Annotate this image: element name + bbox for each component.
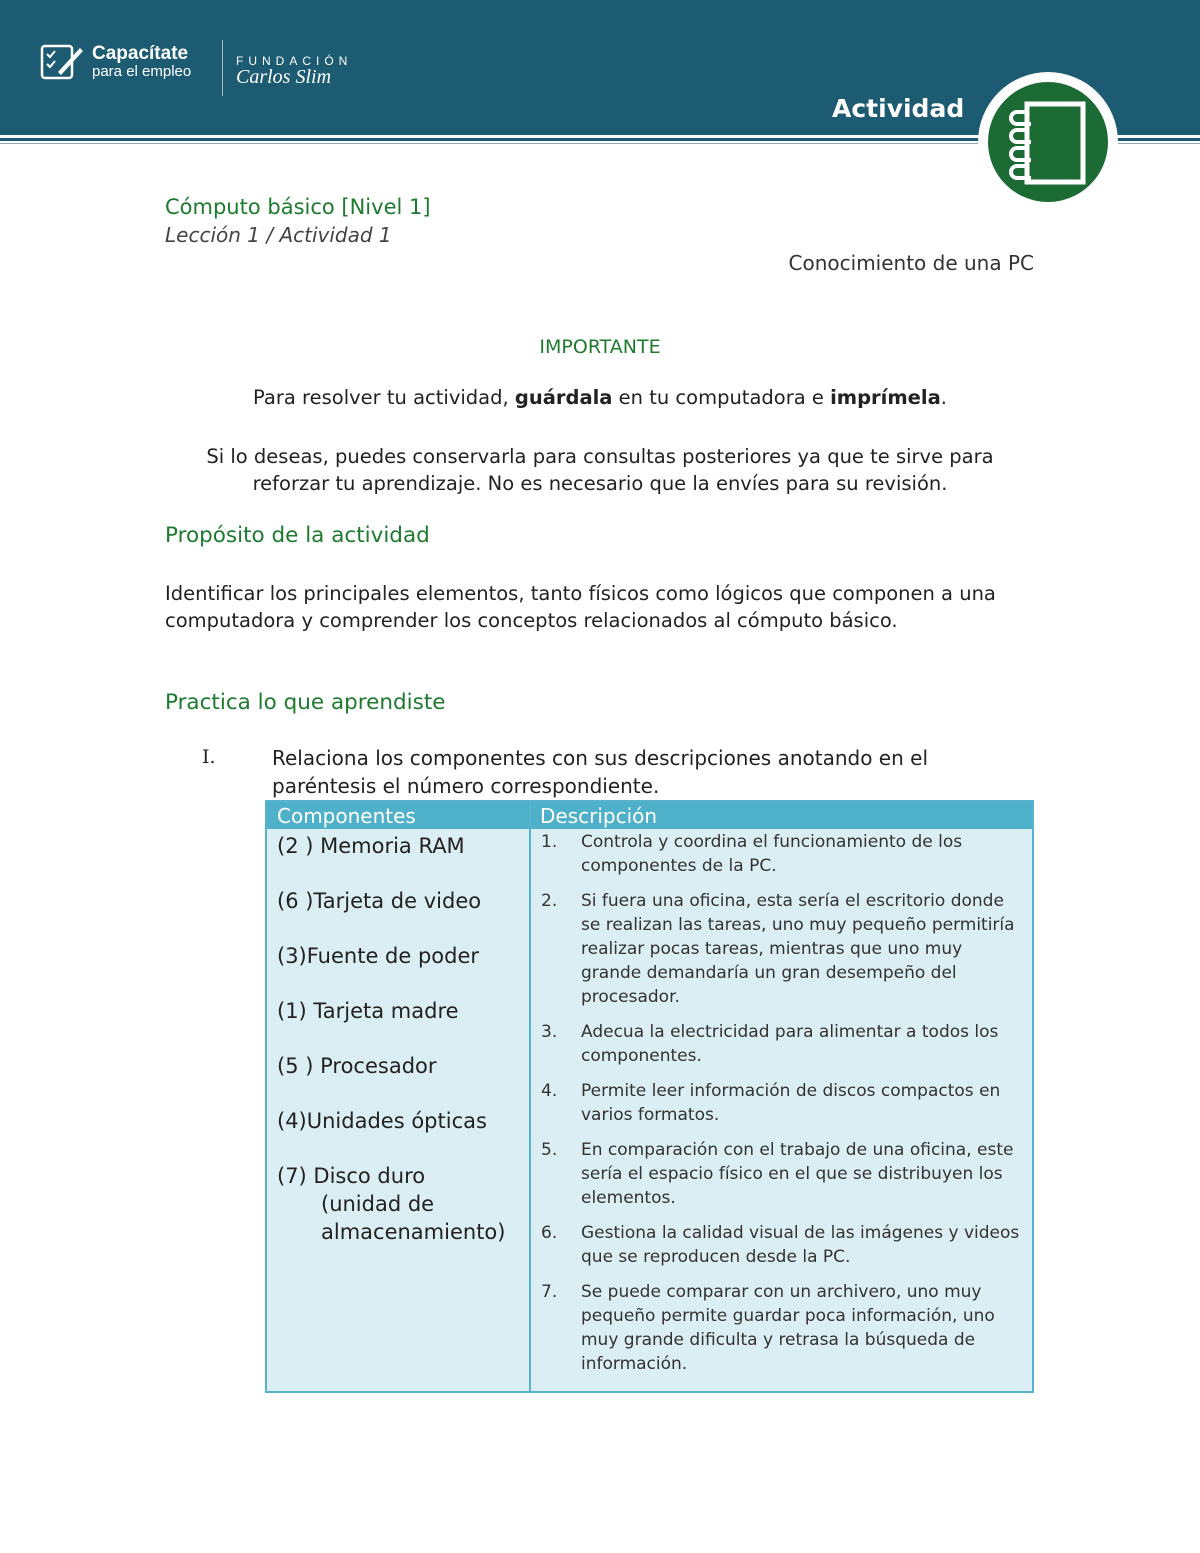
component-item-continued: (unidad de xyxy=(321,1192,435,1216)
logo-title: Capacítate xyxy=(92,43,189,64)
course-title: Cómputo básico [Nivel 1] xyxy=(165,195,431,219)
purpose-heading: Propósito de la actividad xyxy=(165,523,430,548)
foundation-signature: Carlos Slim xyxy=(236,66,332,88)
question-text: Relaciona los componentes con sus descripciones anotando en el paréntesis el número correspondiente. xyxy=(272,746,928,798)
table-header xyxy=(267,802,1032,829)
section-label: Actividad xyxy=(832,94,965,123)
description-item xyxy=(537,1221,1027,1269)
notebook-icon xyxy=(1005,98,1091,188)
description-text: Se puede comparar con un archivero, uno muy pequeño permite guardar poca información, uno muy grande dificulta y retrasa la búsqueda de información. xyxy=(581,1282,995,1374)
instructions-text: . xyxy=(940,386,947,409)
description-text: Gestiona la calidad visual de las imágenes y videos que se reproducen desde la PC. xyxy=(581,1223,1020,1267)
description-item xyxy=(537,1020,1027,1068)
description-number: 7. xyxy=(541,1282,558,1302)
description-text: Adecua la electricidad para alimentar a todos los componentes. xyxy=(581,1022,999,1066)
description-text: Controla y coordina el funcionamiento de los componentes de la PC. xyxy=(581,832,963,876)
foundation-name: FUNDACIÓN xyxy=(236,54,353,68)
description-number: 2. xyxy=(541,891,558,911)
component-item: (4)Unidades ópticas xyxy=(277,1109,487,1133)
description-text: En comparación con el trabajo de una oficina, este sería el espacio físico en el que se distribuyen los elementos. xyxy=(581,1140,1014,1208)
header-description: Descripción xyxy=(540,804,658,828)
lesson-label: Lección 1 / Actividad 1 xyxy=(165,223,392,247)
activity-title: Conocimiento de una PC xyxy=(788,251,1034,275)
component-item-continued: almacenamiento) xyxy=(321,1220,506,1244)
purpose-text: Identificar los principales elementos, tanto físicos como lógicos que componen a una computadora y comprender los conceptos relacionados al cómputo básico. xyxy=(165,582,996,632)
instructions-paragraph xyxy=(0,386,1200,409)
instructions-save-emphasis: guárdala xyxy=(514,386,613,409)
description-item xyxy=(537,1138,1027,1210)
description-number: 4. xyxy=(541,1081,558,1101)
component-item: (3)Fuente de poder xyxy=(277,944,480,968)
component-item: (7) Disco duro xyxy=(277,1164,426,1188)
column-divider xyxy=(529,802,531,1391)
logo-divider xyxy=(222,40,223,96)
component-item: (5 ) Procesador xyxy=(277,1054,437,1078)
description-item xyxy=(537,1079,1027,1127)
description-text: Permite leer información de discos compactos en varios formatos. xyxy=(581,1081,1001,1125)
description-item xyxy=(537,1280,1027,1376)
note-paragraph: Si lo deseas, puedes conservarla para consultas posteriores ya que te sirve para reforzar tu aprendizaje. No es necesario que la envíes para su revisión. xyxy=(206,445,994,495)
description-number: 5. xyxy=(541,1140,558,1160)
component-item: (6 )Tarjeta de video xyxy=(277,889,482,913)
header-components: Componentes xyxy=(277,804,416,828)
practice-heading: Practica lo que aprendiste xyxy=(165,690,446,715)
question-number: I. xyxy=(202,746,216,768)
checklist-pen-icon xyxy=(40,42,84,82)
description-number: 6. xyxy=(541,1223,558,1243)
description-text: Si fuera una oficina, esta sería el escritorio donde se realizan las tareas, uno muy pequeño permitiría realizar pocas tareas, mientras que uno muy grande demandaría un gran desempeño del procesador. xyxy=(581,891,1015,1007)
logo-subtitle: para el empleo xyxy=(92,63,192,80)
component-item: (2 ) Memoria RAM xyxy=(277,834,465,858)
matching-table xyxy=(265,800,1034,1393)
instructions-text: Para resolver tu actividad, xyxy=(253,386,515,409)
instructions-print-emphasis: imprímela xyxy=(830,386,941,409)
instructions-text: en tu computadora e xyxy=(612,386,831,409)
important-heading: IMPORTANTE xyxy=(539,336,661,358)
description-item xyxy=(537,889,1027,1009)
description-item xyxy=(537,830,1027,878)
component-item: (1) Tarjeta madre xyxy=(277,999,459,1023)
description-number: 1. xyxy=(541,832,558,852)
capacitate-logo xyxy=(40,42,191,82)
description-number: 3. xyxy=(541,1022,558,1042)
description-list xyxy=(537,830,1027,1387)
